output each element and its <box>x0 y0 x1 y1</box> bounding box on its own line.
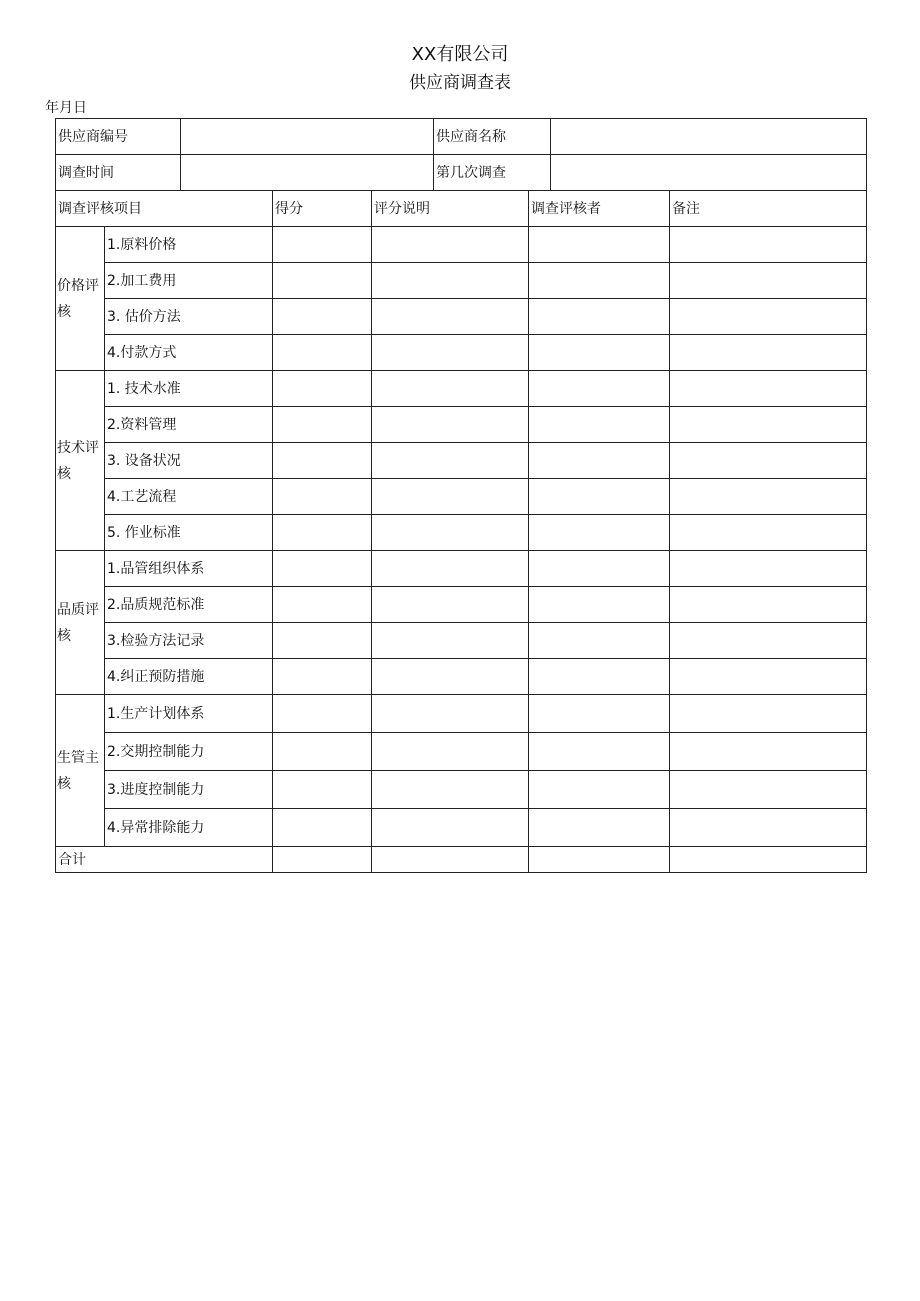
remarks-cell[interactable] <box>670 587 867 623</box>
table-row <box>56 587 867 623</box>
supplier-no-label: 供应商编号 <box>56 119 181 155</box>
col-header-item: 调查评核项目 <box>56 191 273 227</box>
score-cell[interactable] <box>273 299 372 335</box>
supplier-survey-table <box>55 118 867 873</box>
table-row <box>56 335 867 371</box>
score-cell[interactable] <box>273 407 372 443</box>
remarks-cell[interactable] <box>670 479 867 515</box>
explanation-cell[interactable] <box>372 227 529 263</box>
item-label: 2.交期控制能力 <box>105 733 273 771</box>
reviewer-cell[interactable] <box>529 587 670 623</box>
remarks-cell[interactable] <box>670 695 867 733</box>
reviewer-cell[interactable] <box>529 551 670 587</box>
remarks-cell[interactable] <box>670 659 867 695</box>
info-row-2 <box>56 155 867 191</box>
remarks-cell[interactable] <box>670 623 867 659</box>
reviewer-cell[interactable] <box>529 659 670 695</box>
explanation-cell[interactable] <box>372 371 529 407</box>
item-label: 3. 设备状况 <box>105 443 273 479</box>
explanation-cell[interactable] <box>372 479 529 515</box>
score-cell[interactable] <box>273 551 372 587</box>
remarks-cell[interactable] <box>670 227 867 263</box>
total-label: 合计 <box>56 847 273 873</box>
survey-count-field[interactable] <box>551 155 867 191</box>
score-cell[interactable] <box>273 659 372 695</box>
remarks-cell[interactable] <box>670 771 867 809</box>
explanation-cell[interactable] <box>372 263 529 299</box>
table-row <box>56 551 867 587</box>
category-quality: 品质评核 <box>56 551 105 695</box>
category-price: 价格评核 <box>56 227 105 371</box>
table-row <box>56 263 867 299</box>
explanation-cell[interactable] <box>372 335 529 371</box>
item-label: 5. 作业标准 <box>105 515 273 551</box>
item-label: 3.检验方法记录 <box>105 623 273 659</box>
remarks-cell[interactable] <box>670 407 867 443</box>
score-cell[interactable] <box>273 771 372 809</box>
col-header-remarks: 备注 <box>670 191 867 227</box>
item-label: 4.异常排除能力 <box>105 809 273 847</box>
supplier-no-field[interactable] <box>181 119 434 155</box>
item-label: 4.纠正预防措施 <box>105 659 273 695</box>
explanation-cell[interactable] <box>372 551 529 587</box>
explanation-cell[interactable] <box>372 515 529 551</box>
item-label: 2.加工费用 <box>105 263 273 299</box>
reviewer-cell[interactable] <box>529 695 670 733</box>
score-cell[interactable] <box>273 809 372 847</box>
item-label: 4.付款方式 <box>105 335 273 371</box>
explanation-cell[interactable] <box>372 771 529 809</box>
score-cell[interactable] <box>273 515 372 551</box>
remarks-cell[interactable] <box>670 443 867 479</box>
reviewer-cell[interactable] <box>529 771 670 809</box>
explanation-cell[interactable] <box>372 659 529 695</box>
reviewer-cell[interactable] <box>529 407 670 443</box>
item-label: 2.资料管理 <box>105 407 273 443</box>
remarks-cell[interactable] <box>670 515 867 551</box>
remarks-cell[interactable] <box>670 809 867 847</box>
total-row <box>56 847 867 873</box>
category-technology: 技术评核 <box>56 371 105 551</box>
reviewer-cell[interactable] <box>529 623 670 659</box>
survey-time-field[interactable] <box>181 155 434 191</box>
form-title: 供应商调查表 <box>409 73 511 93</box>
total-remarks-cell[interactable] <box>670 847 867 873</box>
item-label: 2.品质规范标准 <box>105 587 273 623</box>
table-row <box>56 299 867 335</box>
remarks-cell[interactable] <box>670 371 867 407</box>
score-cell[interactable] <box>273 263 372 299</box>
item-label: 3. 估价方法 <box>105 299 273 335</box>
table-row <box>56 659 867 695</box>
date-label: 年月日 <box>45 100 87 116</box>
explanation-cell[interactable] <box>372 407 529 443</box>
reviewer-cell[interactable] <box>529 335 670 371</box>
table-row <box>56 695 867 733</box>
item-label: 1.生产计划体系 <box>105 695 273 733</box>
remarks-cell[interactable] <box>670 335 867 371</box>
remarks-cell[interactable] <box>670 299 867 335</box>
total-explanation-cell[interactable] <box>372 847 529 873</box>
reviewer-cell[interactable] <box>529 371 670 407</box>
reviewer-cell[interactable] <box>529 443 670 479</box>
remarks-cell[interactable] <box>670 733 867 771</box>
explanation-cell[interactable] <box>372 809 529 847</box>
item-label: 3.进度控制能力 <box>105 771 273 809</box>
score-cell[interactable] <box>273 335 372 371</box>
item-label: 4.工艺流程 <box>105 479 273 515</box>
table-row <box>56 771 867 809</box>
col-header-score: 得分 <box>273 191 372 227</box>
explanation-cell[interactable] <box>372 587 529 623</box>
supplier-name-field[interactable] <box>551 119 867 155</box>
remarks-cell[interactable] <box>670 263 867 299</box>
table-row <box>56 809 867 847</box>
column-header-row <box>56 191 867 227</box>
reviewer-cell[interactable] <box>529 263 670 299</box>
explanation-cell[interactable] <box>372 695 529 733</box>
info-row-1 <box>56 119 867 155</box>
explanation-cell[interactable] <box>372 443 529 479</box>
reviewer-cell[interactable] <box>529 809 670 847</box>
item-label: 1.原料价格 <box>105 227 273 263</box>
score-cell[interactable] <box>273 443 372 479</box>
score-cell[interactable] <box>273 227 372 263</box>
category-production: 生管主核 <box>56 695 105 847</box>
table-row <box>56 227 867 263</box>
remarks-cell[interactable] <box>670 551 867 587</box>
table-row <box>56 515 867 551</box>
col-header-reviewer: 调查评核者 <box>529 191 670 227</box>
survey-time-label: 调查时间 <box>56 155 181 191</box>
table-row <box>56 443 867 479</box>
score-cell[interactable] <box>273 371 372 407</box>
survey-count-label: 第几次调查 <box>434 155 551 191</box>
total-reviewer-cell[interactable] <box>529 847 670 873</box>
table-row <box>56 371 867 407</box>
reviewer-cell[interactable] <box>529 299 670 335</box>
table-row <box>56 479 867 515</box>
company-name: XX有限公司 <box>411 44 509 65</box>
reviewer-cell[interactable] <box>529 515 670 551</box>
score-cell[interactable] <box>273 695 372 733</box>
score-cell[interactable] <box>273 479 372 515</box>
item-label: 1. 技术水准 <box>105 371 273 407</box>
table-row <box>56 733 867 771</box>
explanation-cell[interactable] <box>372 733 529 771</box>
supplier-name-label: 供应商名称 <box>434 119 551 155</box>
table-row <box>56 623 867 659</box>
explanation-cell[interactable] <box>372 623 529 659</box>
score-cell[interactable] <box>273 623 372 659</box>
item-label: 1.品管组织体系 <box>105 551 273 587</box>
reviewer-cell[interactable] <box>529 479 670 515</box>
col-header-explanation: 评分说明 <box>372 191 529 227</box>
score-cell[interactable] <box>273 733 372 771</box>
total-score-cell[interactable] <box>273 847 372 873</box>
score-cell[interactable] <box>273 587 372 623</box>
reviewer-cell[interactable] <box>529 733 670 771</box>
explanation-cell[interactable] <box>372 299 529 335</box>
table-row <box>56 407 867 443</box>
reviewer-cell[interactable] <box>529 227 670 263</box>
